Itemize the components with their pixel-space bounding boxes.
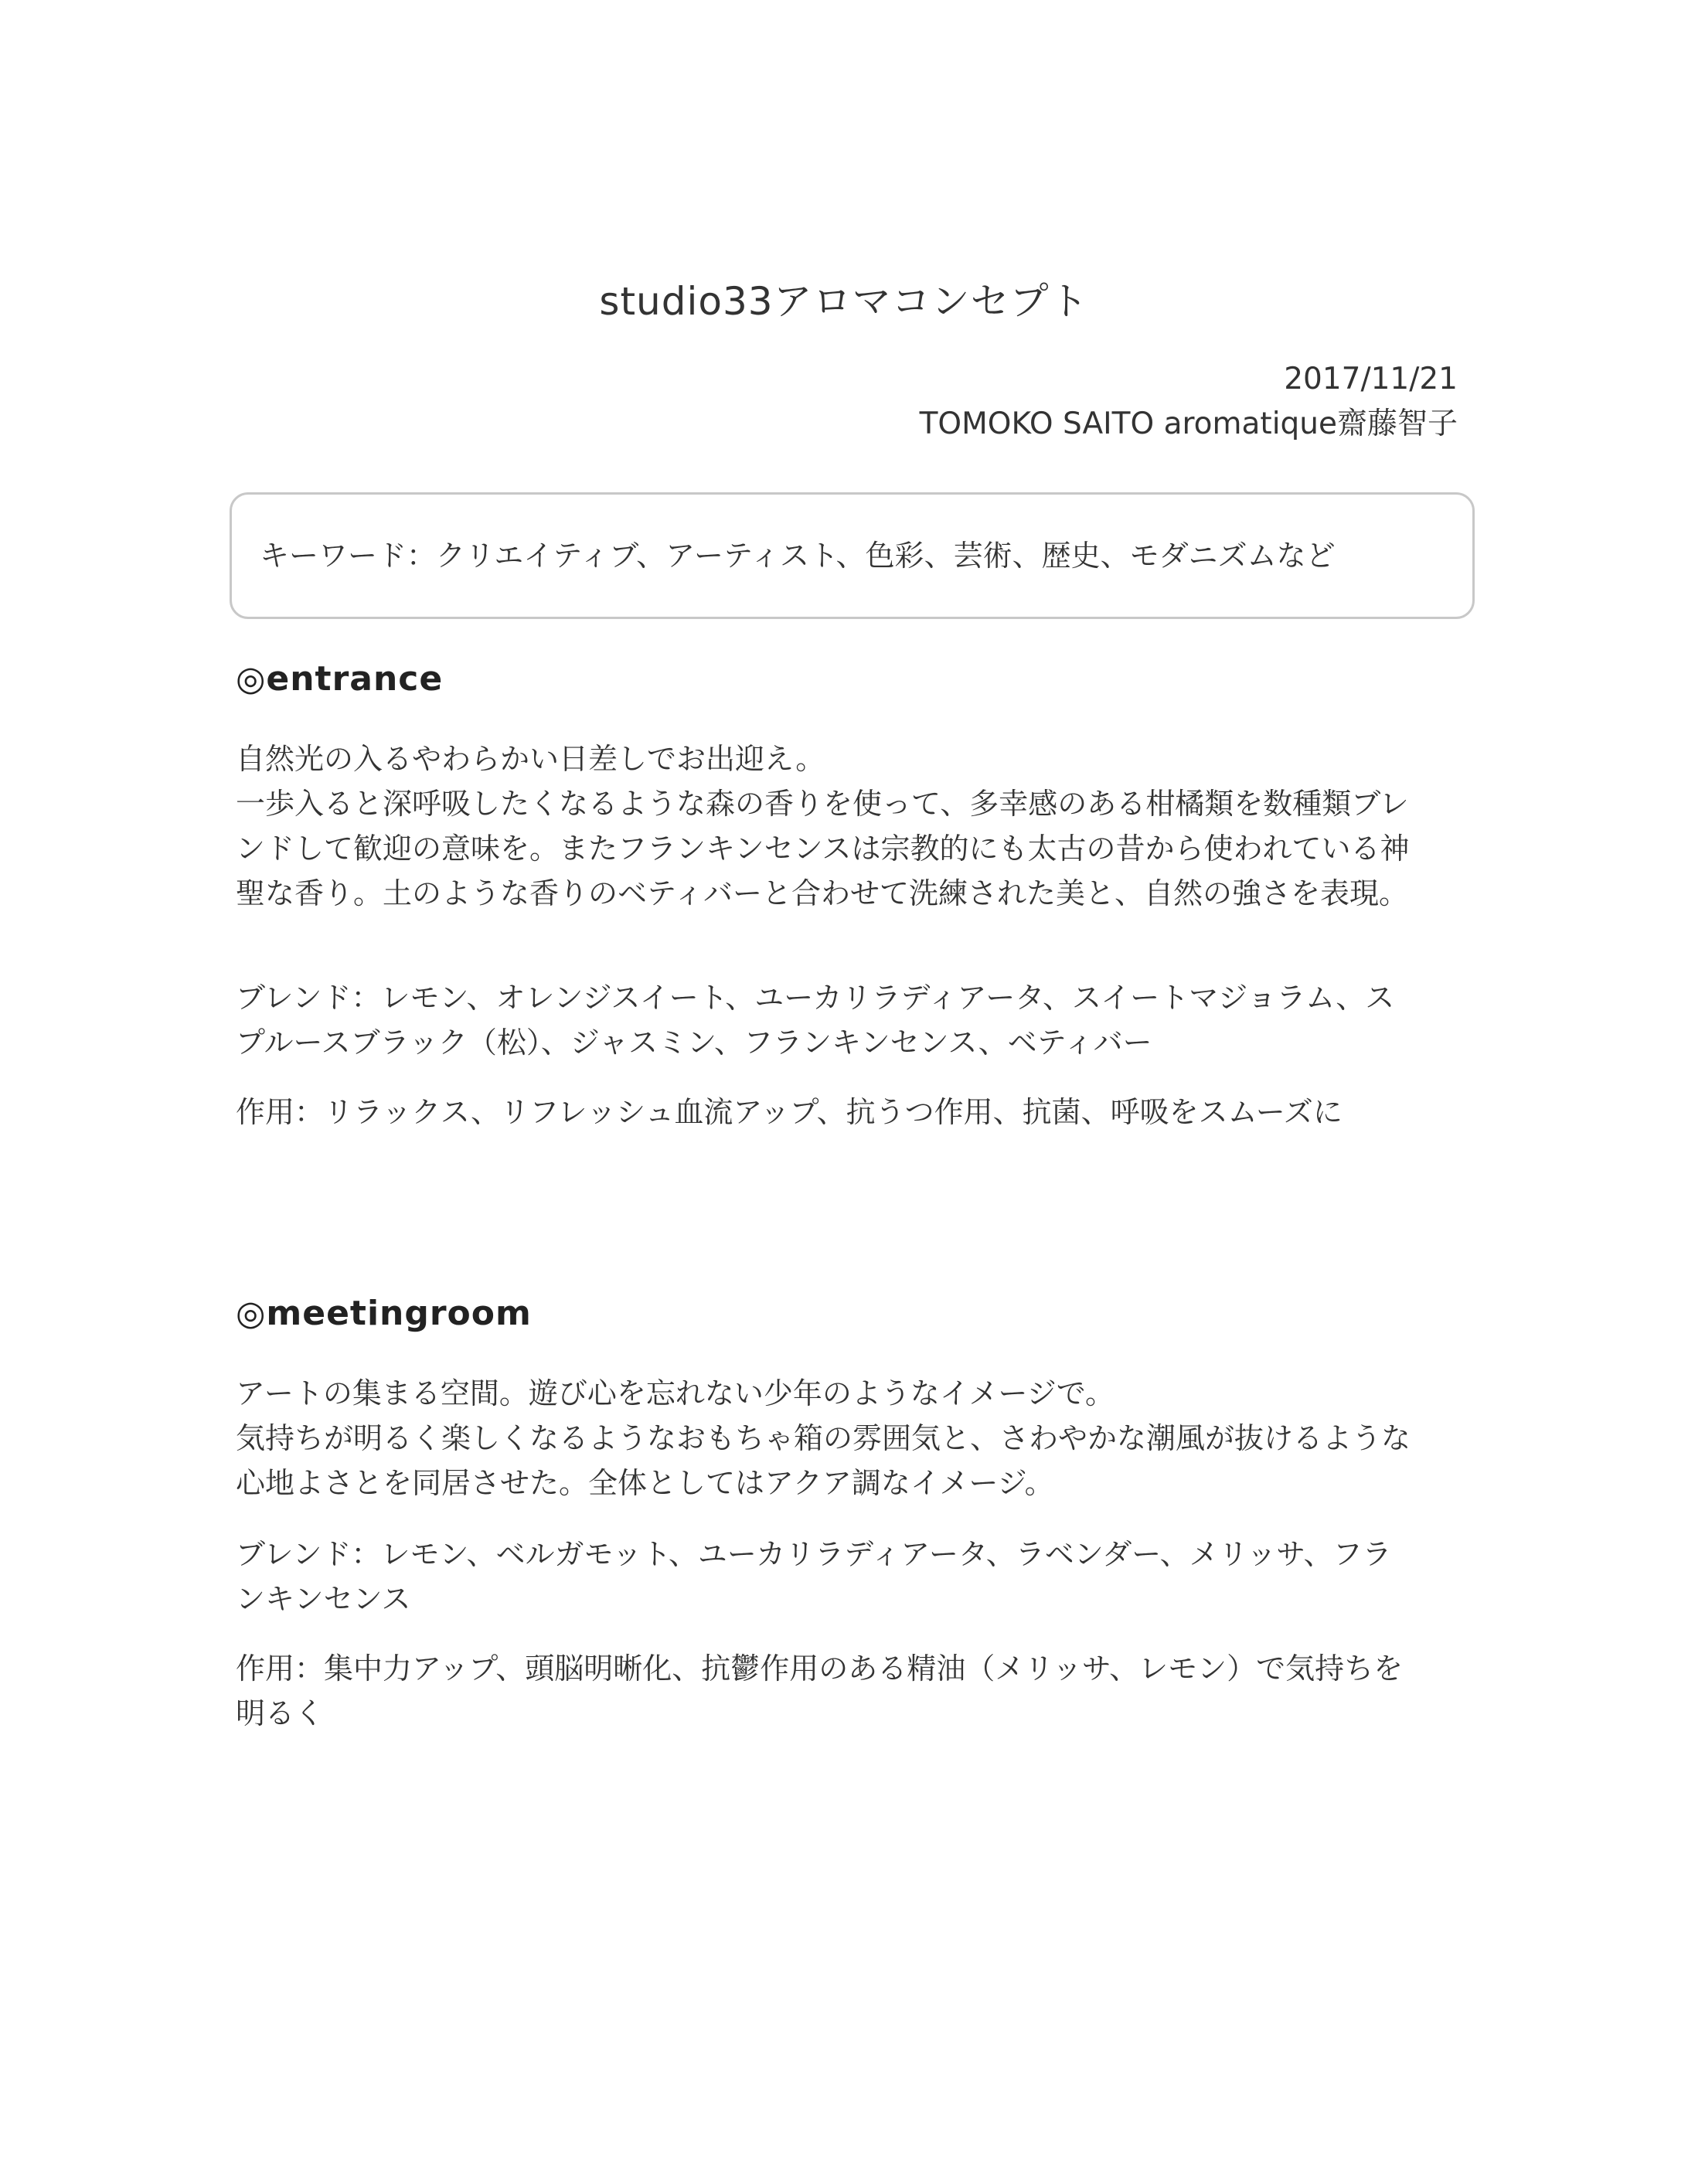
- entrance-blend: [236, 975, 1457, 1065]
- entrance-description-line: 一歩入ると深呼吸したくなるような森の香りを使って、多幸感のある柑橘類を数種類ブレ: [236, 787, 1409, 821]
- document-meta: [920, 357, 1458, 447]
- meetingroom-effect: [236, 1646, 1457, 1736]
- document-date: 2017/11/21: [1284, 362, 1458, 396]
- meetingroom-description-line: アートの集まる空間。遊び心を忘れない少年のようなイメージで。: [236, 1376, 1115, 1410]
- meetingroom-description-line: 心地よさとを同居させた。全体としてはアクア調なイメージ。: [236, 1466, 1054, 1500]
- entrance-effect: [236, 1090, 1457, 1135]
- document-author: TOMOKO SAITO aromatique齋藤智子: [919, 407, 1458, 441]
- document-title: studio33アロマコンセプト: [599, 279, 1089, 324]
- entrance-description: [236, 737, 1457, 916]
- meetingroom-effect-line: 明るく: [236, 1696, 325, 1730]
- meetingroom-blend-line: ンキンセンス: [236, 1582, 411, 1616]
- entrance-effect-line: 作用：リラックス、リフレッシュ血流アップ、抗うつ作用、抗菌、呼吸をスムーズに: [236, 1095, 1343, 1129]
- keyword-box: [230, 492, 1475, 619]
- section-heading-meetingroom: ◎meetingroom: [236, 1294, 532, 1333]
- entrance-blend-line: ブレンド：レモン、オレンジスイート、ユーカリラディアータ、スイートマジョラム、ス: [236, 981, 1395, 1015]
- entrance-blend-line: プルースブラック（松）、ジャスミン、フランキンセンス、ベティバー: [236, 1026, 1152, 1060]
- entrance-description-line: ンドして歓迎の意味を。またフランキンセンスは宗教的にも太古の昔から使われている神: [236, 832, 1410, 866]
- meetingroom-description-line: 気持ちが明るく楽しくなるようなおもちゃ箱の雰囲気と、さわやかな潮風が抜けるような: [236, 1421, 1411, 1455]
- meetingroom-description: [236, 1371, 1457, 1505]
- keyword-text: キーワード：クリエイティブ、アーティスト、色彩、芸術、歴史、モダニズムなど: [260, 539, 1336, 573]
- meetingroom-blend-line: ブレンド：レモン、ベルガモット、ユーカリラディアータ、ラベンダー、メリッサ、フラ: [236, 1537, 1392, 1571]
- entrance-description-line: 聖な香り。土のような香りのベティバーと合わせて洗練された美と、自然の強さを表現。: [236, 876, 1408, 910]
- meetingroom-effect-line: 作用：集中力アップ、頭脳明晰化、抗鬱作用のある精油（メリッサ、レモン）で気持ちを: [236, 1652, 1404, 1686]
- entrance-description-line: 自然光の入るやわらかい日差しでお出迎え。: [236, 742, 825, 776]
- section-heading-entrance: ◎entrance: [236, 659, 444, 699]
- meetingroom-blend: [236, 1532, 1457, 1621]
